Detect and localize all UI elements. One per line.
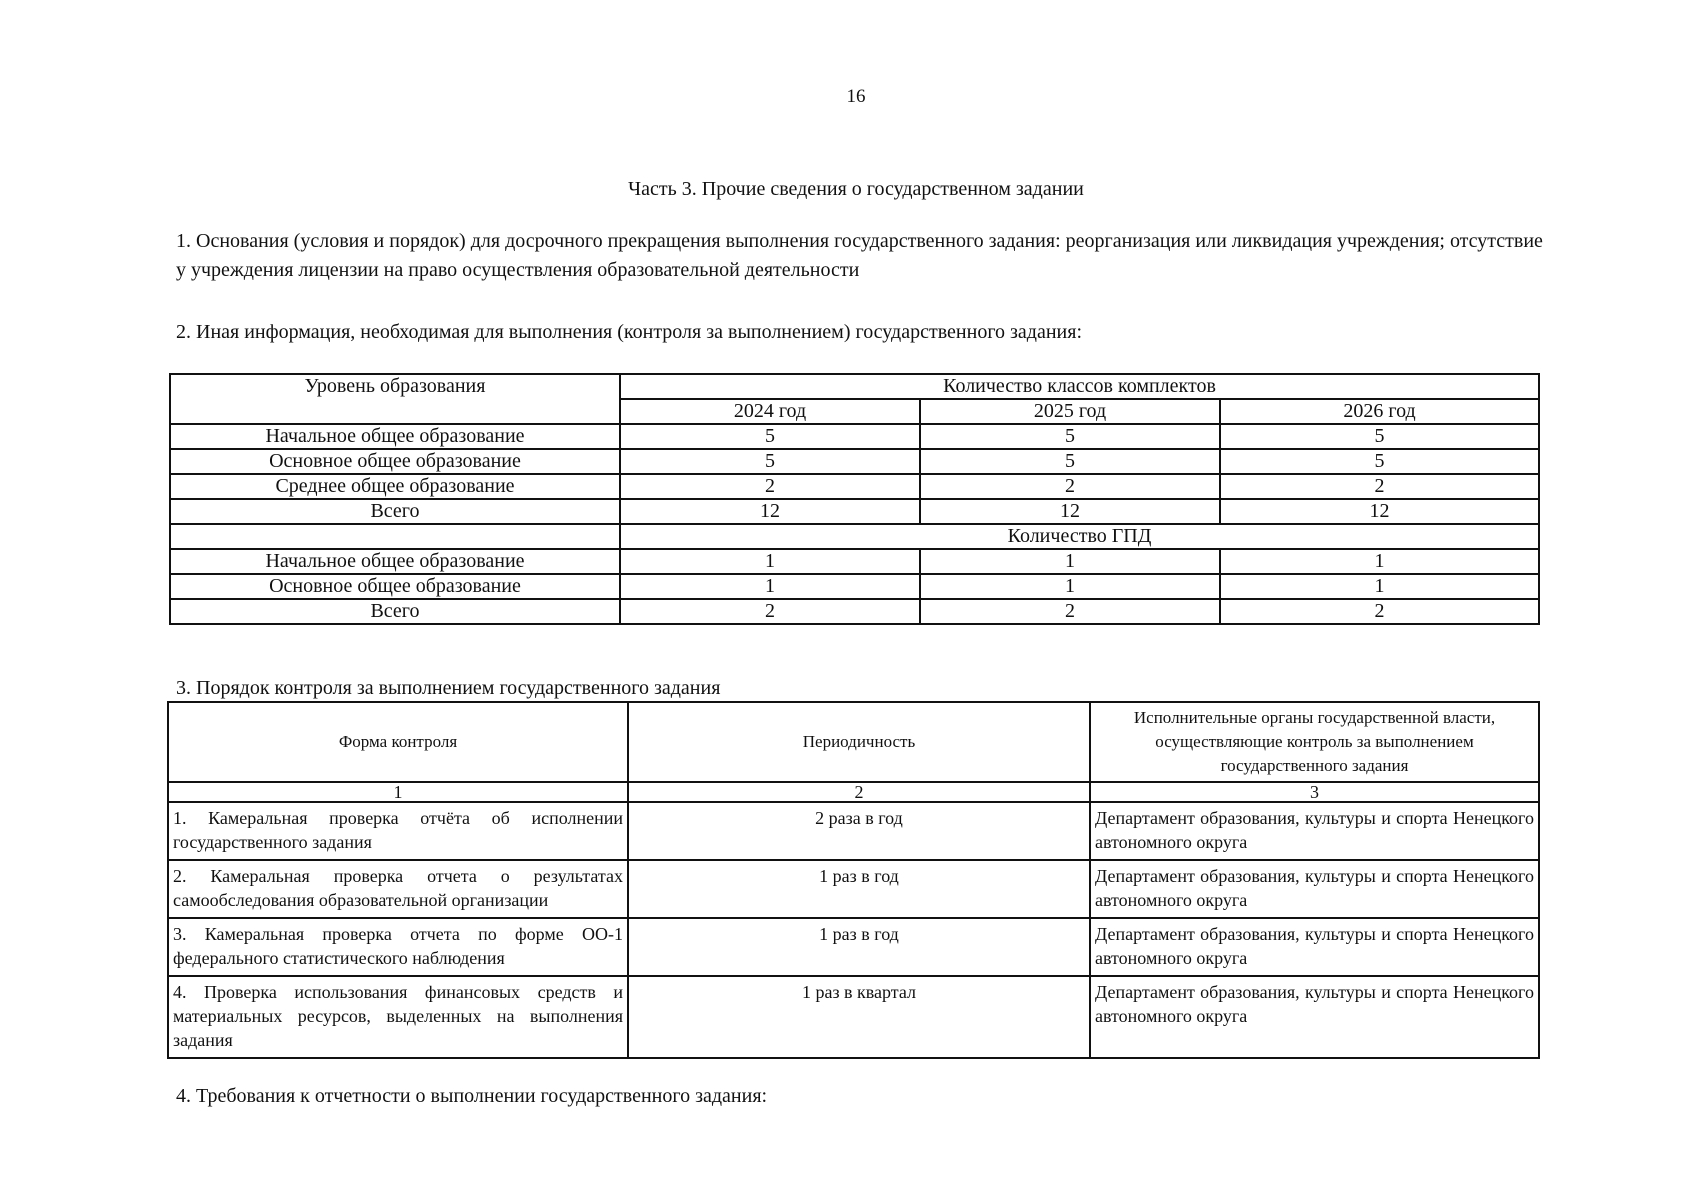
section-4-text: 4. Требования к отчетности о выполнении государственного задания: [176, 1085, 768, 1107]
col-education-level: Уровень образования [170, 374, 620, 424]
value-cell: 12 [620, 499, 920, 524]
value-cell: 1 [920, 574, 1220, 599]
value-cell: 5 [920, 449, 1220, 474]
value-cell: 12 [920, 499, 1220, 524]
executive-body-cell: Департамент образования, культуры и спорта Ненецкого автономного округа [1090, 860, 1539, 918]
table-header-row [170, 374, 1539, 399]
level-cell: Основное общее образование [170, 449, 620, 474]
year-header: 2026 год [1220, 399, 1539, 424]
level-cell: Начальное общее образование [170, 549, 620, 574]
table-row-total [170, 599, 1539, 624]
periodicity-cell: 1 раз в год [628, 860, 1090, 918]
level-cell: Начальное общее образование [170, 424, 620, 449]
table-row-total [170, 499, 1539, 524]
periodicity-cell: 1 раз в год [628, 918, 1090, 976]
section-3-text: 3. Порядок контроля за выполнением государственного задания [176, 677, 721, 699]
level-cell: Основное общее образование [170, 574, 620, 599]
control-form-cell: 2. Камеральная проверка отчета о результатах самообследования образовательной организации [168, 860, 628, 918]
column-number-row [168, 782, 1539, 802]
part-title: Часть 3. Прочие сведения о государственном задании [628, 178, 1084, 200]
value-cell: 1 [620, 549, 920, 574]
value-cell: 5 [620, 449, 920, 474]
table-row [170, 549, 1539, 574]
table-row [168, 976, 1539, 1058]
value-cell: 2 [1220, 599, 1539, 624]
table-row [168, 918, 1539, 976]
group-classes-header: Количество классов комплектов [620, 374, 1539, 399]
table-row [170, 424, 1539, 449]
value-cell: 1 [620, 574, 920, 599]
control-form-cell: 3. Камеральная проверка отчета по форме ОО-1 федерального статистического наблюдения [168, 918, 628, 976]
value-cell: 2 [620, 474, 920, 499]
level-cell: Всего [170, 499, 620, 524]
value-cell: 2 [620, 599, 920, 624]
classes-table [169, 373, 1540, 625]
value-cell: 2 [920, 599, 1220, 624]
value-cell: 12 [1220, 499, 1539, 524]
gpd-header-row [170, 524, 1539, 549]
value-cell: 2 [1220, 474, 1539, 499]
level-cell: Всего [170, 599, 620, 624]
control-form-cell: 4. Проверка использования финансовых средств и материальных ресурсов, выделенных на выполнения задания [168, 976, 628, 1058]
year-header: 2025 год [920, 399, 1220, 424]
column-number: 2 [628, 782, 1090, 802]
value-cell: 2 [920, 474, 1220, 499]
periodicity-cell: 1 раз в квартал [628, 976, 1090, 1058]
control-form-cell: 1. Камеральная проверка отчёта об исполнении государственного задания [168, 802, 628, 860]
value-cell: 1 [920, 549, 1220, 574]
table-row [170, 474, 1539, 499]
col-periodicity: Периодичность [628, 702, 1090, 782]
year-header: 2024 год [620, 399, 920, 424]
value-cell: 5 [920, 424, 1220, 449]
value-cell: 5 [620, 424, 920, 449]
value-cell: 1 [1220, 574, 1539, 599]
section-1-text: 1. Основания (условия и порядок) для досрочного прекращения выполнения государственного задания: реорганизация или ликвидация учреждения; отсутствие у учреждения лицензии на право осуществления образовательной деятельности [176, 230, 1543, 281]
section-2-text: 2. Иная информация, необходимая для выполнения (контроля за выполнением) государственного задания: [176, 321, 1083, 343]
table-row [170, 449, 1539, 474]
value-cell: 1 [1220, 549, 1539, 574]
executive-body-cell: Департамент образования, культуры и спорта Ненецкого автономного округа [1090, 918, 1539, 976]
table-row [168, 802, 1539, 860]
table-row [168, 860, 1539, 918]
value-cell: 5 [1220, 449, 1539, 474]
level-cell: Среднее общее образование [170, 474, 620, 499]
value-cell: 5 [1220, 424, 1539, 449]
column-number: 3 [1090, 782, 1539, 802]
col-executive-bodies: Исполнительные органы государственной власти, осуществляющие контроль за выполнением государственного задания [1090, 702, 1539, 782]
group-gpd-header: Количество ГПД [620, 524, 1539, 549]
page-number: 16 [846, 86, 866, 107]
table-row [170, 574, 1539, 599]
table-header-row [168, 702, 1539, 782]
col-control-form: Форма контроля [168, 702, 628, 782]
column-number: 1 [168, 782, 628, 802]
empty-cell [170, 524, 620, 549]
control-table [167, 701, 1540, 1059]
executive-body-cell: Департамент образования, культуры и спорта Ненецкого автономного округа [1090, 802, 1539, 860]
executive-body-cell: Департамент образования, культуры и спорта Ненецкого автономного округа [1090, 976, 1539, 1058]
periodicity-cell: 2 раза в год [628, 802, 1090, 860]
